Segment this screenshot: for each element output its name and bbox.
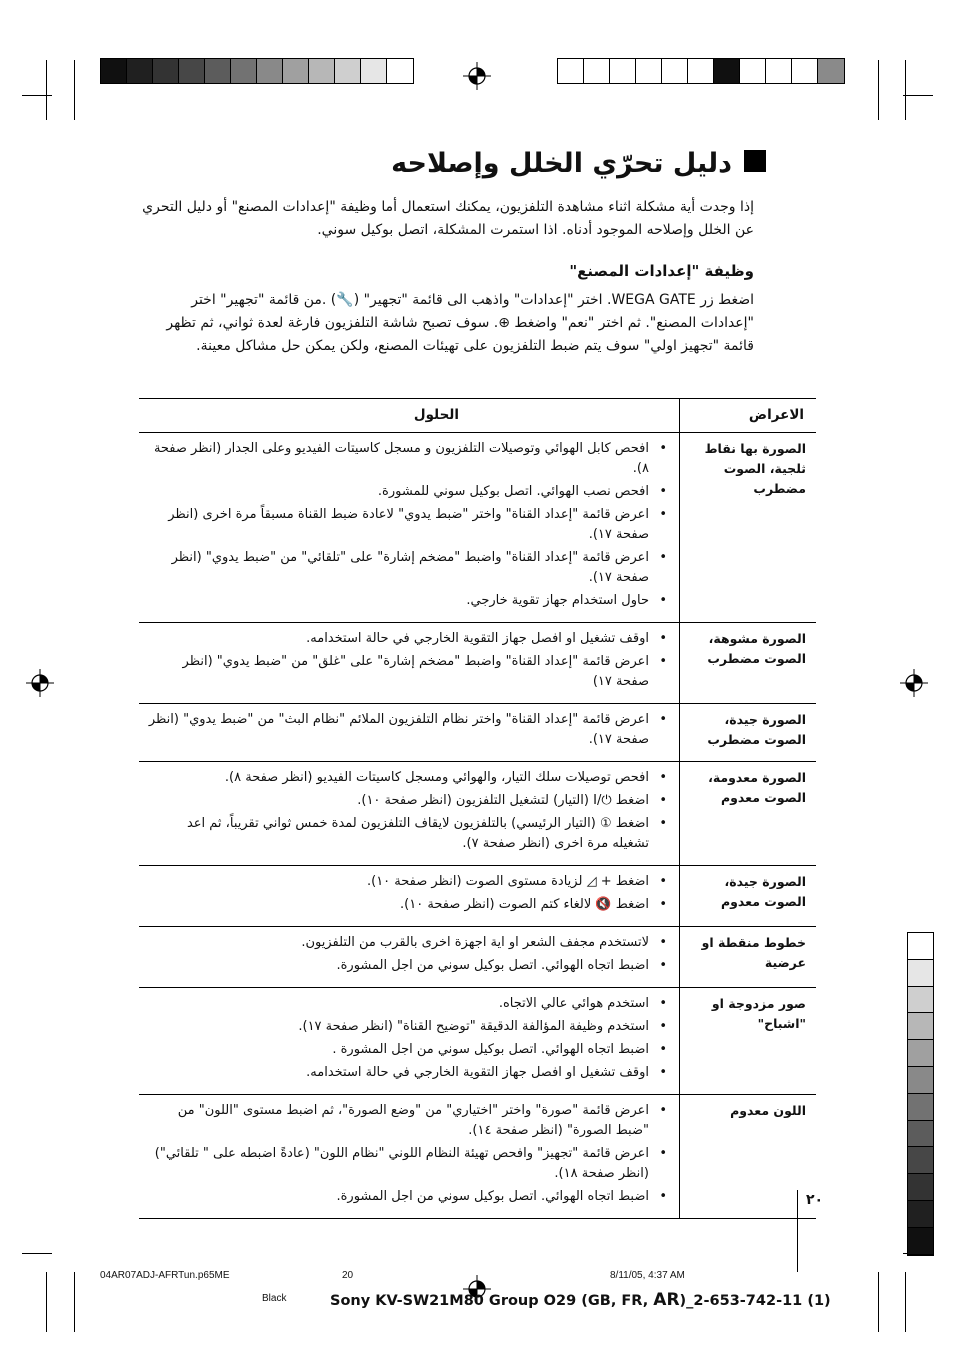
table-header-row <box>139 398 816 433</box>
solution-item: • اعرض قائمة "تجهيز" وافحص تهيئة النظام اللوني "نظام اللون" (عادةً اضبطه على " تلقائي") (انظر صفحة ١٨). <box>147 1144 671 1184</box>
table-bottom-rule-cell <box>139 1219 816 1220</box>
solution-list <box>147 629 671 692</box>
crop-mark <box>46 1272 47 1332</box>
symptom-cell: الصورة جيدة، الصوت معدوم <box>680 866 817 927</box>
color-swatch <box>740 59 766 83</box>
solution-list <box>147 994 671 1083</box>
solution-item: • اضبط اتجاه الهوائي. اتصل بوكيل سوني من اجل المشورة . <box>147 1040 671 1060</box>
color-swatch <box>127 59 153 83</box>
solution-item: • افحص نصب الهوائي. اتصل بوكيل سوني للمشورة. <box>147 482 671 502</box>
color-swatch <box>387 59 413 83</box>
table-row <box>139 433 816 623</box>
color-swatch <box>231 59 257 83</box>
factory-settings-text: اضغط زر WEGA GATE. اختر "إعدادات" واذهب الى قائمة "تجهير" (🔧) .من قائمة "تجهير" اختر "إعدادات المصنع". ثم اختر "نعم" واضغط ⊕. سوف تصبح شاشة التلفزيون فارغة لعدة ثواني، ثم تظهر قائمة "تجهيز اولي" سوف يتم ضبط التلفزيون على تهيئات المصنع، ولكن يمكن حل مشاكل معينة. <box>166 292 754 354</box>
solution-cell <box>139 866 680 927</box>
color-swatch <box>908 1013 933 1040</box>
solution-item: • اضغط 🔇 لالغاء كتم الصوت (انظر صفحة ١٠). <box>147 895 671 915</box>
solution-cell <box>139 1095 680 1219</box>
solution-item: • اضبط اتجاه الهوائي. اتصل بوكيل سوني من اجل المشورة. <box>147 956 671 976</box>
color-swatch <box>908 1201 933 1228</box>
solution-cell <box>139 988 680 1095</box>
table-top-rule <box>139 398 816 399</box>
color-swatch <box>153 59 179 83</box>
color-swatch <box>908 1174 933 1201</box>
color-swatch <box>714 59 740 83</box>
color-swatch <box>766 59 792 83</box>
color-swatch <box>101 59 127 83</box>
solution-cell <box>139 927 680 988</box>
symptom-cell: اللون معدوم <box>680 1095 817 1219</box>
factory-settings-heading: وظيفة "إعدادات المصنع" <box>569 262 754 280</box>
solution-item: • افحص كابل الهوائي وتوصيلات التلفزيون و مسجل كاسيتات الفيديو وعلى الجدار (انظر صفحة ٨). <box>147 439 671 479</box>
footer-date: 8/11/05, 4:37 AM <box>610 1270 685 1281</box>
solution-item: • اضغط ① (التيار الرئيسي) بالتلفزيون لايقاف التلفزيون لمدة خمس ثواني تقريباً، ثم اعد تشغيله مرة اخرى (انظر صفحة ٧). <box>147 814 671 854</box>
crop-mark <box>878 60 879 120</box>
color-swatch <box>908 1121 933 1148</box>
crop-mark <box>74 1272 75 1332</box>
table-row <box>139 927 816 988</box>
color-swatch <box>688 59 714 83</box>
table-bottom-rule <box>139 1219 816 1220</box>
solution-item: • استخدم هوائي عالي الاتجاه. <box>147 994 671 1014</box>
color-swatch <box>908 1228 933 1255</box>
solution-item: • حاول استخدام جهاز تقوية خارجي. <box>147 591 671 611</box>
table-row <box>139 623 816 704</box>
symptom-cell: الصورة معدومة، الصوت معدوم <box>680 762 817 866</box>
title-square-icon <box>744 150 766 172</box>
color-swatch <box>257 59 283 83</box>
color-swatch <box>205 59 231 83</box>
solution-cell <box>139 704 680 762</box>
color-swatch <box>179 59 205 83</box>
color-swatch <box>283 59 309 83</box>
page-title: دليل تحرّي الخلل وإصلاحه <box>391 148 732 179</box>
color-swatch <box>361 59 387 83</box>
solution-item: • اعرض قائمة "إعداد القناة" واختر "ضبط يدوي" لاعادة ضبط القناة مسبقاً مرة اخرى (انظر صفحة ١٧). <box>147 505 671 545</box>
solution-list <box>147 768 671 854</box>
footer-color: Black <box>262 1293 287 1304</box>
table-row <box>139 988 816 1095</box>
solution-list <box>147 933 671 976</box>
table-row <box>139 1095 816 1219</box>
color-swatch <box>636 59 662 83</box>
footer-model-prefix: Sony KV-SW21M80 Group O29 (GB, FR, <box>330 1293 654 1309</box>
registration-mark-icon <box>26 669 54 697</box>
registration-mark-icon <box>463 62 491 90</box>
registration-mark-icon <box>900 669 928 697</box>
color-swatch <box>309 59 335 83</box>
color-swatch <box>610 59 636 83</box>
color-swatch <box>908 960 933 987</box>
solution-item: • اضغط ⏻/I (التيار) لتشغيل التلفزيون (انظر صفحة ١٠). <box>147 791 671 811</box>
color-swatch <box>908 987 933 1014</box>
color-swatch <box>908 1147 933 1174</box>
solution-item: • لاتستخدم مجفف الشعر او اية اجهزة اخرى بالقرب من التلفزيون. <box>147 933 671 953</box>
crop-mark <box>878 1272 879 1332</box>
color-swatch <box>584 59 610 83</box>
crop-mark <box>22 95 52 96</box>
color-swatch <box>662 59 688 83</box>
color-swatch <box>908 1040 933 1067</box>
crop-mark <box>905 60 906 120</box>
solution-item: • استخدم وظيفة المؤالفة الدقيقة "توضيح القناة" (انظر صفحة ١٧). <box>147 1017 671 1037</box>
grayscale-bar-left <box>100 58 414 84</box>
solution-list <box>147 872 671 915</box>
symptom-cell: الصورة بها نقاط ثلجية، الصوت مضطرب <box>680 433 817 623</box>
troubleshooting-table <box>139 398 816 1219</box>
crop-mark <box>903 95 933 96</box>
solution-item: • اعرض قائمة "صورة" واختر "اختياري" من "وضع الصورة"، ثم اضبط مستوى "اللون" من "ضبط الصورة" (انظر صفحة ١٤). <box>147 1101 671 1141</box>
solution-item: • اضغط + ◿ لزيادة مستوى الصوت (انظر صفحة ١٠). <box>147 872 671 892</box>
color-swatch <box>908 933 933 960</box>
symptom-cell: خطوط منقطة او عرضية <box>680 927 817 988</box>
color-swatch <box>335 59 361 83</box>
intro-paragraph: إذا وجدت أية مشكلة اثناء مشاهدة التلفزيون، يمكنك استعمال أما وظيفة "إعدادات المصنع" أو دليل التحري عن الخلل وإصلاحه الموجود أدناه. اذا استمرت المشكلة، اتصل بوكيل سوني. <box>142 199 754 238</box>
symptom-cell: صور مزدوجة او "اشباح" <box>680 988 817 1095</box>
color-swatch <box>792 59 818 83</box>
solution-item: • اوقف تشغيل او افصل جهاز التقوية الخارجي في حالة استخدامه. <box>147 1063 671 1083</box>
solution-item: • افحص توصيلات سلك التيار، والهوائي ومسجل كاسيتات الفيديو (انظر صفحة ٨). <box>147 768 671 788</box>
table-row <box>139 704 816 762</box>
solution-item: • اعرض قائمة "إعداد القناة" واختر نظام التلفزيون الملائم "نظام البث" من "ضبط يدوي" (انظر صفحة ١٧). <box>147 710 671 750</box>
solution-item: • اضبط اتجاه الهوائي. اتصل بوكيل سوني من اجل المشورة. <box>147 1187 671 1207</box>
crop-mark <box>22 1253 52 1254</box>
color-swatch <box>908 1094 933 1121</box>
solution-cell <box>139 762 680 866</box>
crop-mark <box>74 60 75 120</box>
crop-mark <box>46 60 47 120</box>
symptom-column-header: الاعراض <box>680 398 817 433</box>
solution-list <box>147 1101 671 1207</box>
table-row <box>139 866 816 927</box>
footer-model <box>330 1290 831 1310</box>
solution-cell <box>139 623 680 704</box>
solution-item: • اعرض قائمة "إعداد القناة" واضبط "مضخم إشارة" على "غلق" من "ضبط يدوي" (انظر صفحة ١٧) <box>147 652 671 692</box>
color-swatch <box>818 59 844 83</box>
solution-column-header: الحلول <box>139 398 680 433</box>
crop-mark <box>905 1272 906 1332</box>
footer-page: 20 <box>342 1270 354 1281</box>
grayscale-bar-right <box>557 58 845 84</box>
footer-model-ar: AR <box>653 1290 680 1310</box>
solution-item: • اوقف تشغيل او افصل جهاز التقوية الخارجي في حالة استخدامه. <box>147 629 671 649</box>
table-row <box>139 762 816 866</box>
page-number: ٢٠ <box>806 1192 824 1208</box>
footer-model-suffix: )_2-653-742-11 (1) <box>679 1293 831 1309</box>
solution-list <box>147 710 671 750</box>
symptom-cell: الصورة مشوهة، الصوت مضطرب <box>680 623 817 704</box>
footer-file: 04AR07ADJ-AFRTun.p65ME <box>100 1270 230 1281</box>
solution-item: • اعرض قائمة "إعداد القناة" واضبط "مضخم إشارة" على "تلقائي" من "ضبط يدوي" (انظر صفحة ١٧). <box>147 548 671 588</box>
color-swatch <box>558 59 584 83</box>
solution-list <box>147 439 671 611</box>
grayscale-bar-side <box>907 932 934 1256</box>
solution-cell <box>139 433 680 623</box>
color-swatch <box>908 1067 933 1094</box>
symptom-cell: الصورة جيدة، الصوت مضطرب <box>680 704 817 762</box>
